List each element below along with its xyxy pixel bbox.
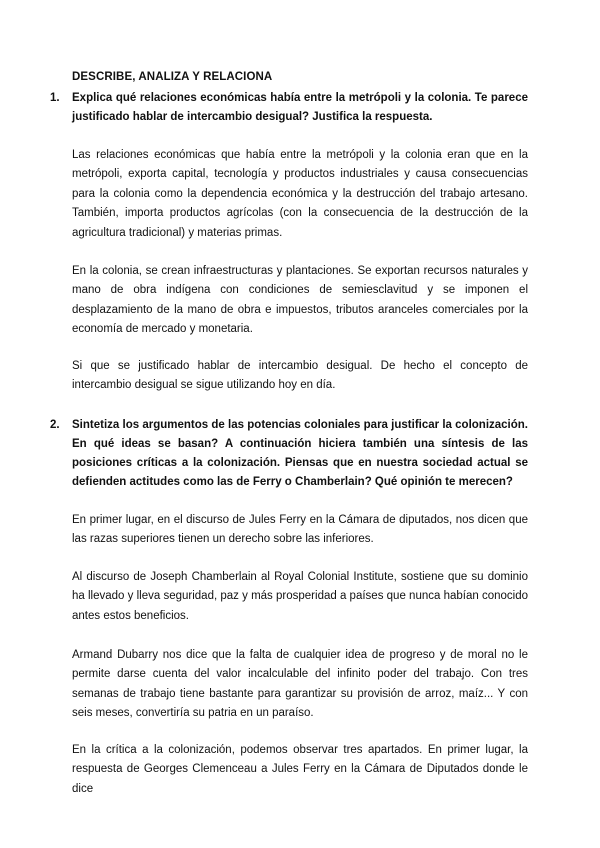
answer-paragraph: Las relaciones económicas que había entre la metrópoli y la colonia eran que en la metrópoli, exporta capital, tecnología y productos industriales y causa consecuencias para la colonia como la dependencia económica y la destrucción del trabajo artesano. También, importa productos agrícolas (con la consecuencia de la destrucción de la agricultura tradicional) y materias primas. bbox=[72, 149, 528, 239]
answer-paragraph: Armand Dubarry nos dice que la falta de cualquier idea de progreso y de moral no le permite darse cuenta del valor incalculable del infinito poder del trabajo. Con tres semanas de trabajo tiene bastante para garantizar su provisión de arroz, maíz... Y con seis meses, convertiría su patria en un paraíso. bbox=[72, 649, 528, 720]
question-2 bbox=[50, 416, 528, 492]
question-number: 2. bbox=[50, 419, 60, 431]
question-text: Explica qué relaciones económicas había entre la metrópoli y la colonia. Te parece justificado hablar de intercambio desigual? Justifica la respuesta. bbox=[72, 92, 528, 123]
answer-paragraph: En primer lugar, en el discurso de Jules Ferry en la Cámara de diputados, nos dicen que las razas superiores tienen un derecho sobre las inferiores. bbox=[72, 514, 528, 546]
answer-paragraph: Al discurso de Joseph Chamberlain al Royal Colonial Institute, sostiene que su dominio ha llevado y lleva seguridad, paz y más prosperidad a países que nunca habían conocido antes estos beneficios. bbox=[72, 571, 528, 622]
question-text: Sintetiza los argumentos de las potencias coloniales para justificar la colonización. En qué ideas se basan? A continuación hiciera también una síntesis de las posiciones críticas a la colonización. Piensas que en nuestra sociedad actual se defienden actitudes como las de Ferry o Chamberlain? Qué opinión te merecen? bbox=[72, 419, 528, 488]
question-number: 1. bbox=[50, 92, 60, 104]
answer-paragraph: Si que se justificado hablar de intercambio desigual. De hecho el concepto de intercambio desigual se sigue utilizando hoy en día. bbox=[72, 360, 528, 392]
answer-paragraph: En la crítica a la colonización, podemos observar tres apartados. En primer lugar, la respuesta de Georges Clemenceau a Jules Ferry en la Cámara de Diputados donde le dice bbox=[72, 744, 528, 795]
question-1 bbox=[50, 89, 528, 127]
section-heading: DESCRIBE, ANALIZA Y RELACIONA bbox=[72, 71, 273, 83]
answer-paragraph: En la colonia, se crean infraestructuras y plantaciones. Se exportan recursos naturales y mano de obra indígena con condiciones de semiesclavitud y se imponen el desplazamiento de la mano de obra e impuestos, tributos aranceles comerciales por la economía de mercado y monetaria. bbox=[72, 265, 528, 336]
